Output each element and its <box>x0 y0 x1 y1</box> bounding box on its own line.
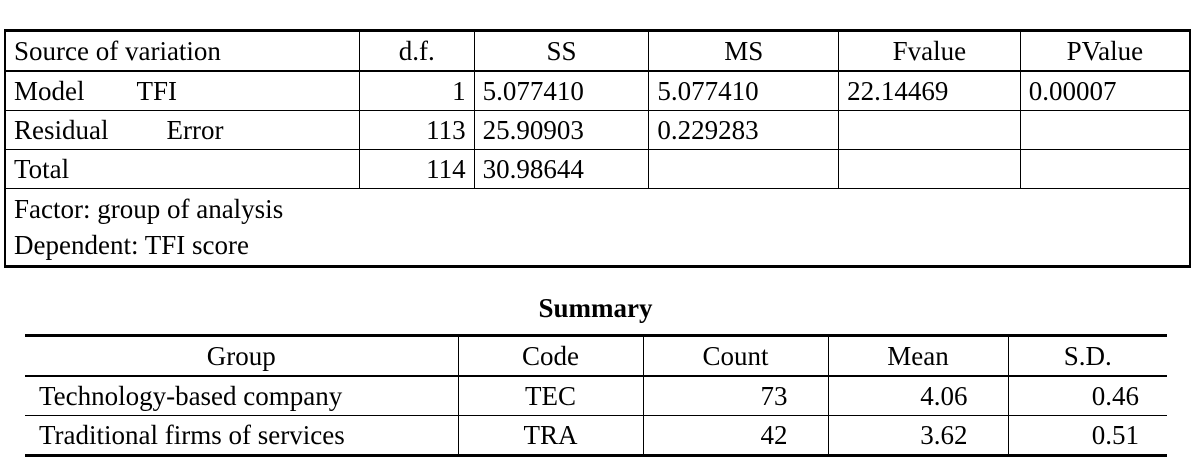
summary-title: Summary <box>538 293 653 323</box>
header-df: d.f. <box>359 31 474 72</box>
anova-table <box>4 29 1191 268</box>
source-cell: Total <box>5 150 359 189</box>
header-fvalue: Fvalue <box>839 31 1021 72</box>
header-source: Source of variation <box>5 31 359 72</box>
ss-cell: 25.90903 <box>474 111 649 150</box>
note-dependent: Dependent: TFI score <box>14 230 249 260</box>
count-cell: 73 <box>643 376 828 416</box>
mean-cell: 3.62 <box>828 416 1008 456</box>
header-ss: SS <box>474 31 649 72</box>
header-code: Code <box>458 336 643 377</box>
mean-cell: 4.06 <box>828 376 1008 416</box>
pvalue-cell <box>1020 111 1190 150</box>
ms-cell: 0.229283 <box>649 111 839 150</box>
fvalue-cell <box>839 111 1021 150</box>
header-sd: S.D. <box>1008 336 1167 377</box>
header-mean: Mean <box>828 336 1008 377</box>
source-label: Model <box>14 76 85 106</box>
anova-note <box>5 189 1190 267</box>
df-cell: 114 <box>359 150 474 189</box>
anova-row-total <box>5 150 1190 189</box>
anova-row-model <box>5 71 1190 111</box>
count-cell: 42 <box>643 416 828 456</box>
ms-cell <box>649 150 839 189</box>
source-sublabel: Error <box>166 115 224 145</box>
sd-cell: 0.46 <box>1008 376 1167 416</box>
header-ms: MS <box>649 31 839 72</box>
source-cell <box>5 111 359 150</box>
code-cell: TEC <box>458 376 643 416</box>
ss-cell: 5.077410 <box>474 71 649 111</box>
sd-cell: 0.51 <box>1008 416 1167 456</box>
anova-note-row <box>5 189 1190 267</box>
df-cell: 1 <box>359 71 474 111</box>
source-cell <box>5 71 359 111</box>
summary-row-tra <box>25 416 1167 456</box>
fvalue-cell <box>839 150 1021 189</box>
note-factor: Factor: group of analysis <box>14 194 284 224</box>
group-cell: Traditional firms of services <box>25 416 458 456</box>
summary-row-tec <box>25 376 1167 416</box>
header-count: Count <box>643 336 828 377</box>
anova-row-residual <box>5 111 1190 150</box>
anova-header-row <box>5 31 1190 72</box>
code-cell: TRA <box>458 416 643 456</box>
df-cell: 113 <box>359 111 474 150</box>
fvalue-cell: 22.14469 <box>839 71 1021 111</box>
pvalue-cell <box>1020 150 1190 189</box>
group-cell: Technology-based company <box>25 376 458 416</box>
summary-table <box>25 334 1167 457</box>
source-sublabel: TFI <box>136 76 177 106</box>
header-group: Group <box>25 336 458 377</box>
header-pvalue: PValue <box>1020 31 1190 72</box>
source-label: Residual <box>14 115 109 145</box>
ss-cell: 30.98644 <box>474 150 649 189</box>
ms-cell: 5.077410 <box>649 71 839 111</box>
summary-header-row <box>25 336 1167 377</box>
pvalue-cell: 0.00007 <box>1020 71 1190 111</box>
